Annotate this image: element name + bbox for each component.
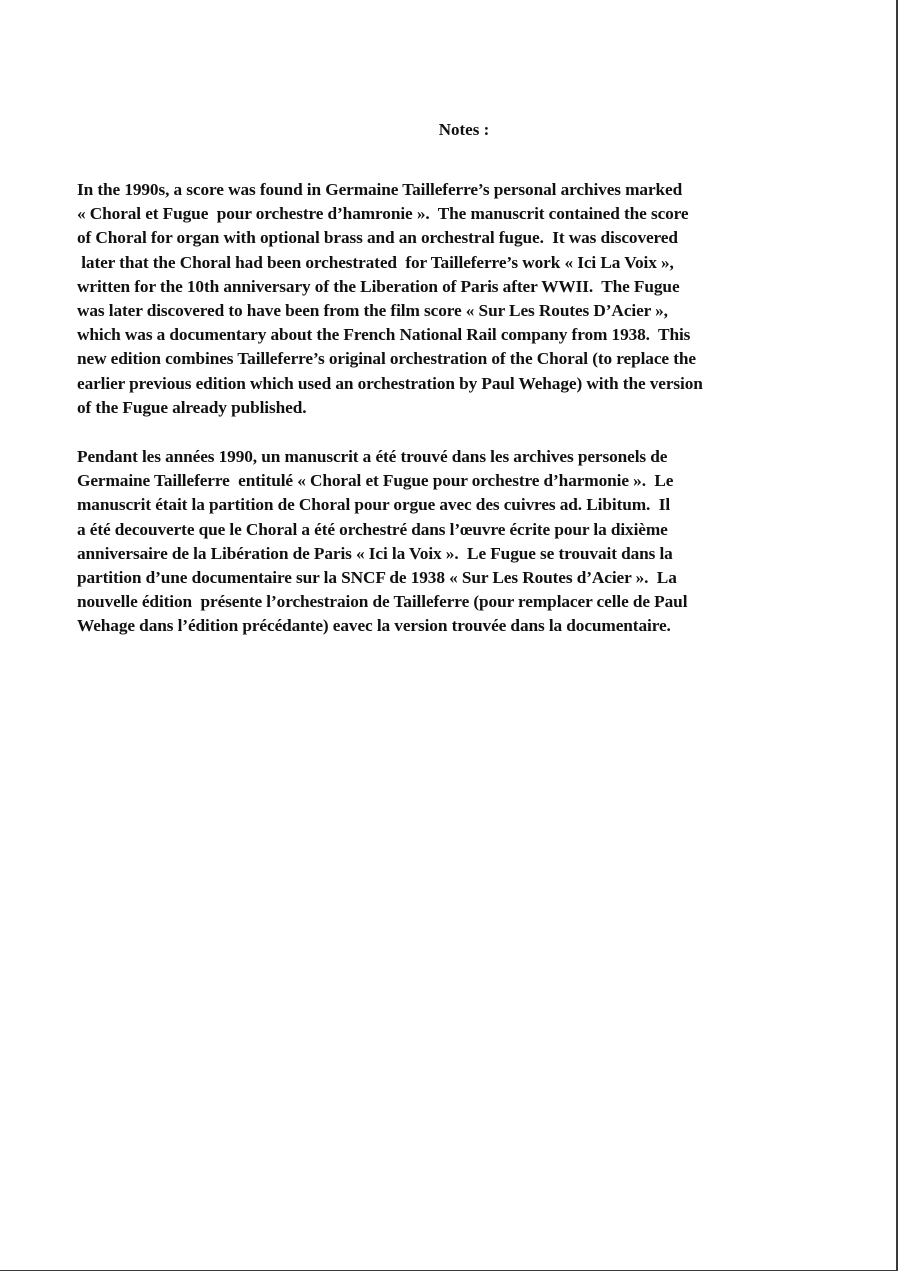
paragraph-line: later that the Choral had been orchestrated for Tailleferre’s work « Ici La Voix », — [77, 252, 674, 272]
paragraph-line: new edition combines Tailleferre’s original orchestration of the Choral (to replace the — [77, 349, 696, 369]
english-notes-paragraph — [77, 178, 867, 420]
paragraph-line: of Choral for organ with optional brass and an orchestral fugue. It was discovered — [77, 228, 678, 248]
paragraph-line: « Choral et Fugue pour orchestre d’hamronie ». The manuscrit contained the score — [77, 204, 689, 224]
paragraph-line: manuscrit était la partition de Choral pour orgue avec des cuivres ad. Libitum. Il — [77, 495, 671, 515]
paragraph-line: anniversaire de la Libération de Paris « Ici la Voix ». Le Fugue se trouvait dans la — [77, 543, 673, 563]
paragraph-line: was later discovered to have been from the film score « Sur Les Routes D’Acier », — [77, 301, 668, 321]
paragraph-line: which was a documentary about the French National Rail company from 1938. This — [77, 325, 691, 345]
paragraph-line: nouvelle édition présente l’orchestraion de Tailleferre (pour remplacer celle de Paul — [77, 592, 688, 612]
paragraph-line: Germaine Tailleferre entitulé « Choral et Fugue pour orchestre d’harmonie ». Le — [77, 471, 674, 491]
paragraph-line: a été decouverte que le Choral a été orchestré dans l’œuvre écrite pour la dixième — [77, 519, 668, 539]
paragraph-line: of the Fugue already published. — [77, 397, 307, 417]
paragraph-line: In the 1990s, a score was found in Germaine Tailleferre’s personal archives marked — [77, 180, 683, 199]
french-notes-paragraph — [77, 445, 867, 639]
paragraph-line: partition d’une documentaire sur la SNCF de 1938 « Sur Les Routes d’Acier ». La — [77, 568, 677, 588]
paragraph-line: written for the 10th anniversary of the Liberation of Paris after WWII. The Fugue — [77, 276, 680, 296]
paragraph-line: Wehage dans l’édition précédante) eavec la version trouvée dans la documentaire. — [77, 616, 671, 636]
page-title: Notes : — [438, 120, 490, 139]
paragraph-line: Pendant les années 1990, un manuscrit a été trouvé dans les archives personels de — [77, 447, 668, 466]
paragraph-line: earlier previous edition which used an orchestration by Paul Wehage) with the version — [77, 373, 703, 393]
